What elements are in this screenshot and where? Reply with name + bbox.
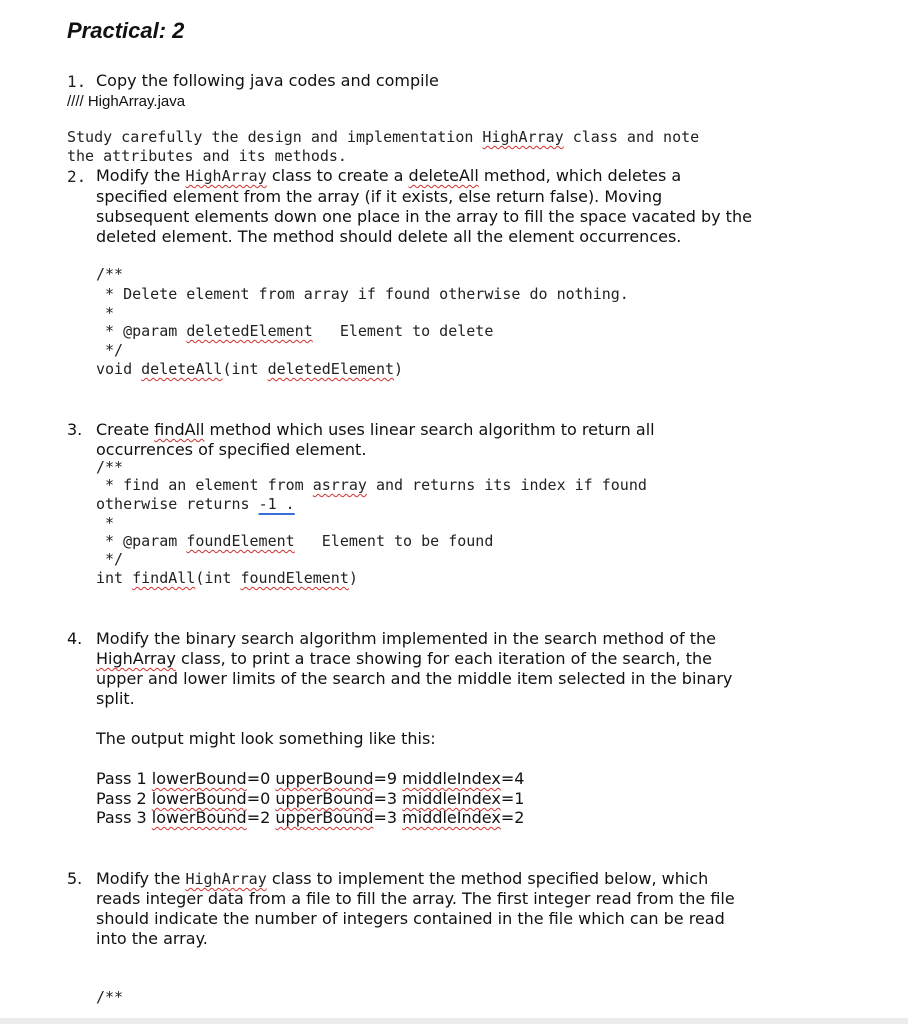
item-2-line-1: Modify the HighArray class to create a deleteAll method, which deletes a (96, 166, 682, 185)
trace-line-1: Pass 1 lowerBound=0 upperBound=9 middleIndex=4 (96, 769, 525, 788)
item-3-line-1: Create findAll method which uses linear search algorithm to return all (96, 420, 655, 439)
item-2-code-line-1: /** (96, 265, 124, 283)
item-4-output-intro: The output might look something like this: (96, 729, 436, 748)
item-3-number: 3. (67, 420, 83, 439)
item-3-code-line-1: /** (96, 458, 124, 476)
item-2-code-line-2: * Delete element from array if found otherwise do nothing. (96, 285, 629, 303)
item-4-line-2: HighArray class, to print a trace showing for each iteration of the search, the (96, 649, 712, 668)
item-4-line-4: split. (96, 689, 135, 708)
item-3-code-line-5: * @param foundElement Element to be found (96, 532, 494, 550)
item-5-code-line-1: /** (96, 988, 124, 1006)
page-bottom-edge (0, 1018, 908, 1024)
item-3-code-line-6: */ (96, 550, 124, 568)
item-2-line-4: deleted element. The method should delete all the element occurrences. (96, 227, 682, 246)
page-title: Practical: 2 (67, 18, 185, 43)
item-1-number: 1. (67, 72, 87, 91)
item-4-number: 4. (67, 629, 83, 648)
item-2-number: 2. (67, 167, 87, 186)
item-3-code-line-3: otherwise returns -1 . (96, 495, 295, 513)
item-2-code-line-6: void deleteAll(int deletedElement) (96, 360, 404, 378)
study-line-2: the attributes and its methods. (67, 147, 347, 165)
item-1-text: Copy the following java codes and compile (96, 71, 439, 90)
item-2-code-line-3: * (96, 304, 115, 322)
item-3-code-line-7: int findAll(int foundElement) (96, 569, 358, 587)
item-2-code-line-4: * @param deletedElement Element to delete (96, 322, 494, 340)
item-5-line-4: into the array. (96, 929, 208, 948)
trace-line-2: Pass 2 lowerBound=0 upperBound=3 middleIndex=1 (96, 789, 525, 808)
item-5-number: 5. (67, 869, 83, 888)
item-2-line-3: subsequent elements down one place in the array to fill the space vacated by the (96, 207, 752, 226)
item-5-line-1: Modify the HighArray class to implement the method specified below, which (96, 869, 709, 888)
item-2-line-2: specified element from the array (if it exists, else return false). Moving (96, 187, 663, 206)
item-4-line-3: upper and lower limits of the search and the middle item selected in the binary (96, 669, 733, 688)
item-3-code-line-2: * find an element from asrray and returns its index if found (96, 476, 647, 494)
trace-line-3: Pass 3 lowerBound=2 upperBound=3 middleIndex=2 (96, 808, 525, 827)
item-5-line-2: reads integer data from a file to fill the array. The first integer read from the file (96, 889, 735, 908)
item-2-code-line-5: */ (96, 341, 124, 359)
item-3-code-line-4: * (96, 514, 115, 532)
item-3-line-2: occurrences of specified element. (96, 440, 367, 459)
item-4-line-1: Modify the binary search algorithm implemented in the search method of the (96, 629, 716, 648)
item-5-line-3: should indicate the number of integers contained in the file which can be read (96, 909, 725, 928)
study-line-1: Study carefully the design and implementation HighArray class and note (67, 128, 700, 146)
item-1-filename: //// HighArray.java (67, 93, 186, 110)
